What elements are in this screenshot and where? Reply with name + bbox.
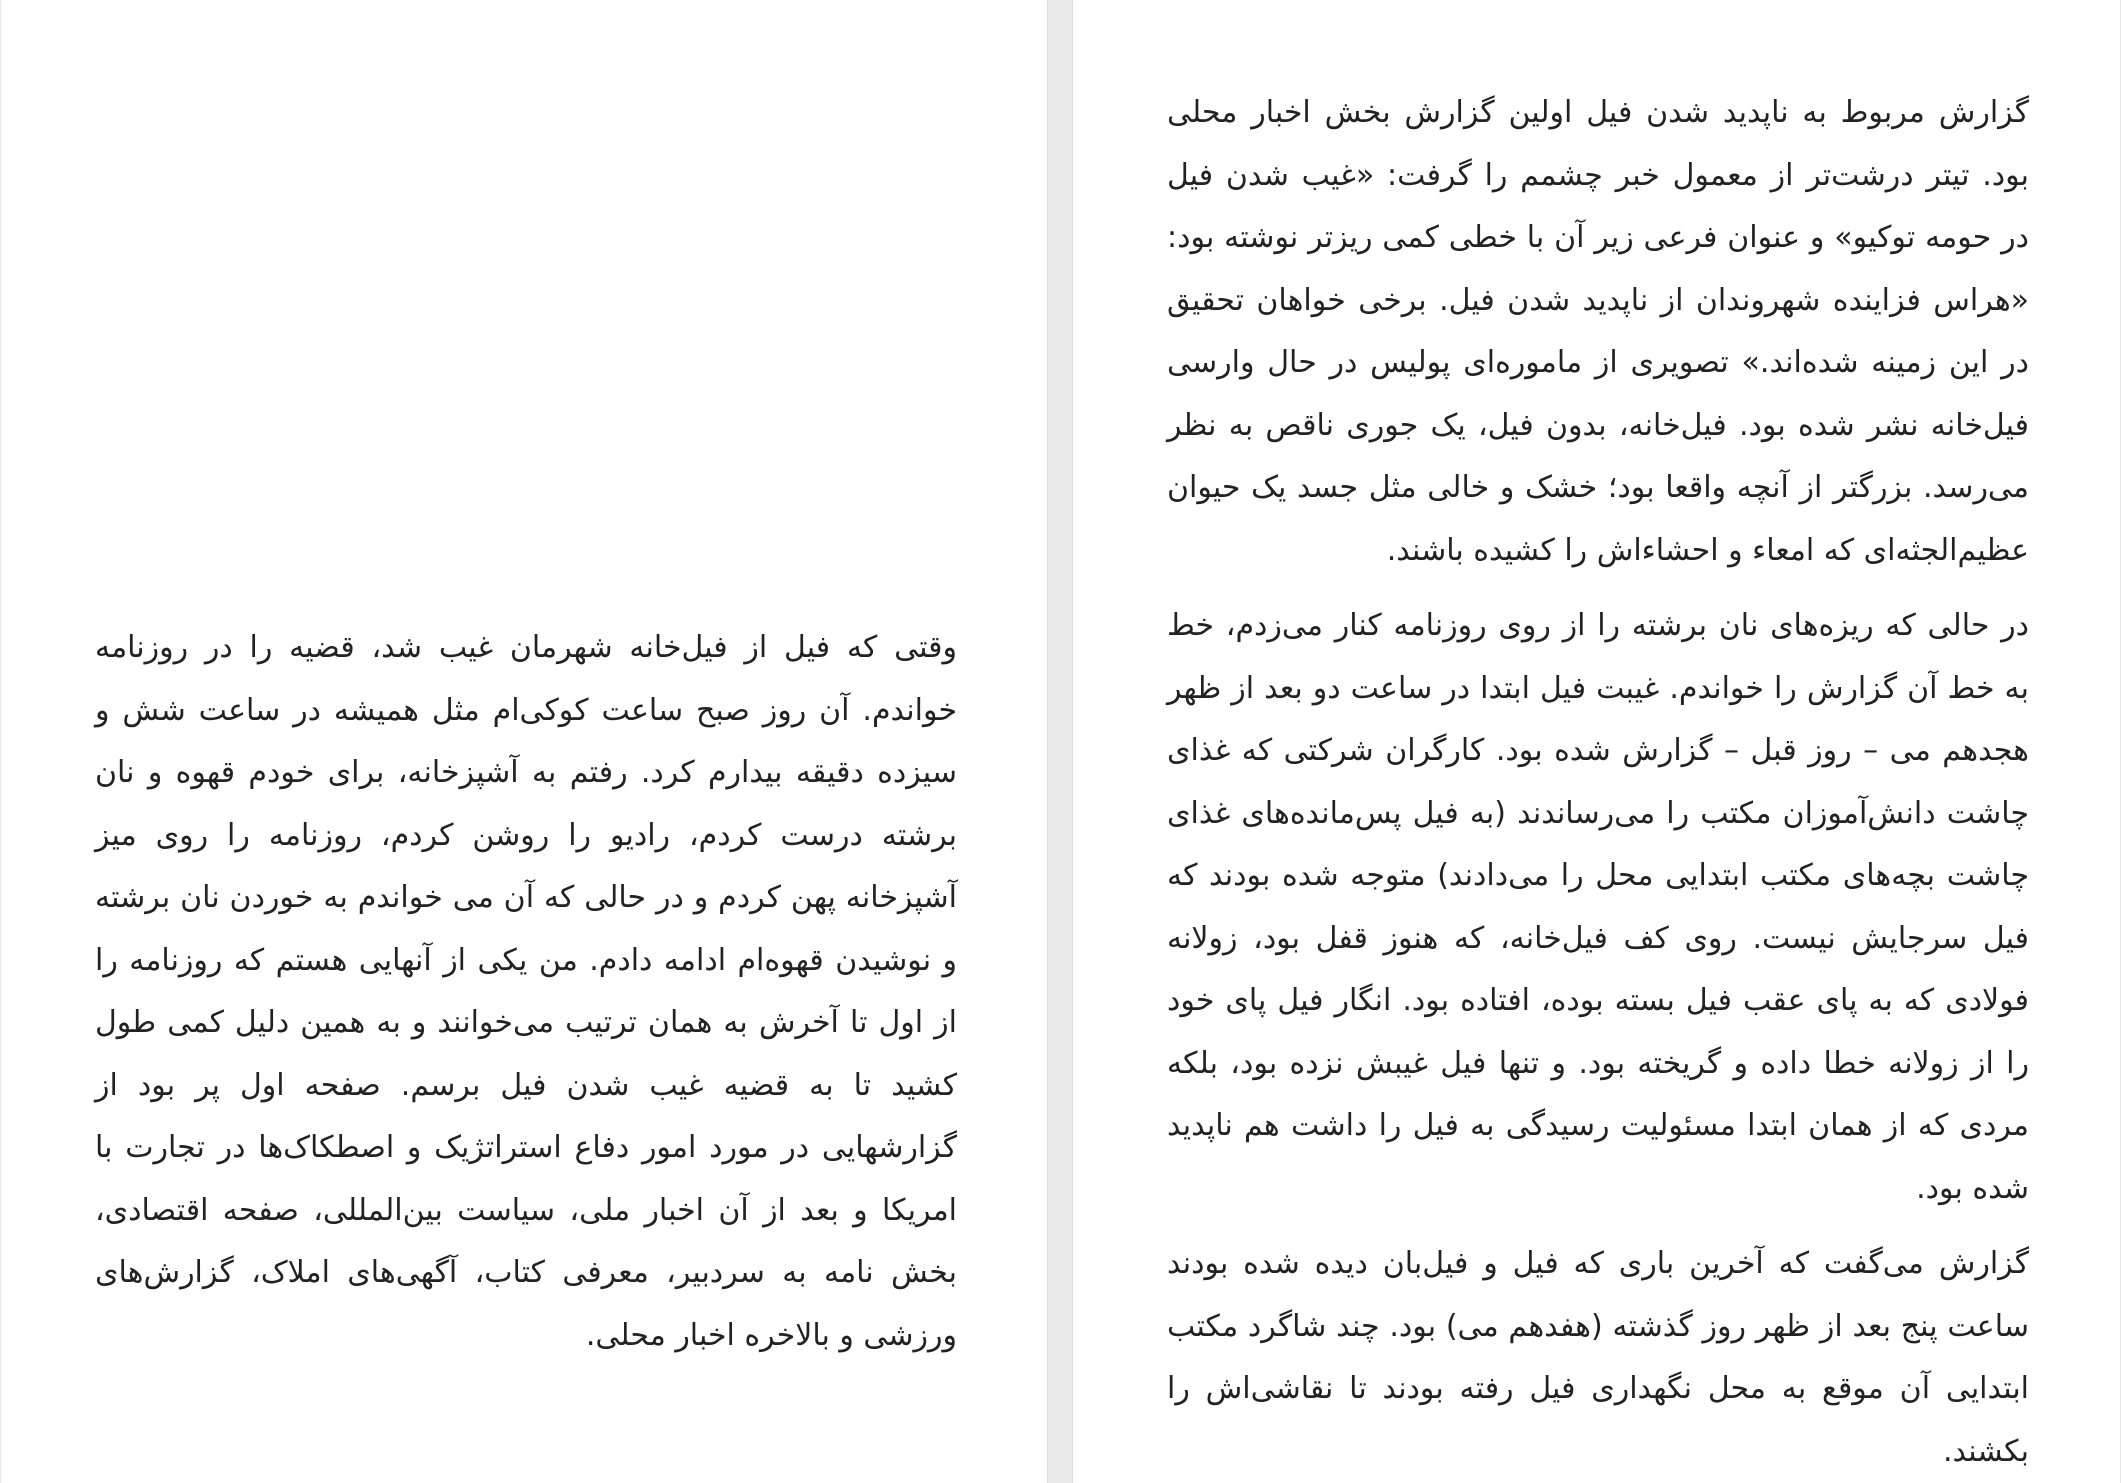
- left-page[interactable]: [0, 0, 1048, 1483]
- paragraph: گزارش می‌گفت که آخرین باری که فیل و فیل‌بان دیده شده بودند ساعت پنج بعد از ظهر روز گذشته (هفدهم می) بود. چند شاگرد مکتب ابتدایی آن موقع به محل نگهداری فیل رفته بودند تا نقاشی‌اش را بکشند.: [1167, 1246, 2029, 1469]
- paragraph: وقتی که فیل از فیل‌خانه شهرمان غیب شد، قضیه را در روزنامه خواندم. آن روز صبح ساعت کوکی‌ام مثل همیشه در ساعت شش و سیزده دقیقه بیدارم کرد. رفتم به آشپزخانه، برای خودم قهوه و نان برشته درست کردم، رادیو را روشن کردم، روزنامه را روی میز آشپزخانه پهن کردم و در حالی که آن می خواندم به خوردن نان برشته و نوشیدن قهوه‌ام ادامه دادم. من یکی از آنهایی هستم که روزنامه را از اول تا آخرش به همان ترتیب می‌خوانند و به همین دلیل کمی طول کشید تا به قضیه غیب شدن فیل برسم. صفحه اول پر بود از گزارشهایی در مورد امور دفاع استراتژیک و اصطکاک‌ها در تجارت با امریکا و بعد از آن اخبار ملی، سیاست بین‌المللی، صفحه اقتصادی، بخش نامه به سردبیر، معرفی کتاب، آگهی‌های املاک، گزارش‌های ورزشی و بالاخره اخبار محلی.: [95, 630, 957, 1353]
- right-page-text: [1167, 82, 2029, 1483]
- left-page-text: [95, 617, 957, 1380]
- right-page[interactable]: [1072, 0, 2121, 1483]
- paragraph: در حالی که ریزه‌های نان برشته را از روی روزنامه کنار می‌زدم، خط به خط آن گزارش را خواندم. غیبت فیل ابتدا در ساعت دو بعد از ظهر هجدهم می – روز قبل – گزارش شده بود. کارگران شرکتی که غذای چاشت دانش‌آموزان مکتب را می‌رساندند (به فیل پس‌مانده‌های غذای چاشت بچه‌های مکتب ابتدایی محل را می‌دادند) متوجه شده بودند که فیل سرجایش نیست. روی کف فیل‌خانه، که هنوز قفل بود، زولانه فولادی که به پای عقب فیل بسته بوده، افتاده بود. انگار فیل پای خود را از زولانه خطا داده و گریخته بود. و تنها فیل غیبش نزده بود، بلکه مردی که از همان ابتدا مسئولیت رسیدگی به فیل را داشت هم ناپدید شده بود.: [1167, 608, 2029, 1206]
- paragraph: گزارش مربوط به ناپدید شدن فیل اولین گزارش بخش اخبار محلی بود. تیتر درشت‌تر از معمول خبر چشمم را گرفت: «غیب شدن فیل در حومه توکیو» و عنوان فرعی زیر آن با خطی کمی ریزتر نوشته بود: «هراس فزاینده شهروندان از ناپدید شدن فیل. برخی خواهان تحقیق در این زمینه شده‌اند.» تصویری از ماموره‌ای پولیس در حال وارسی فیل‌خانه نشر شده بود. فیل‌خانه، بدون فیل، یک جوری ناقص به نظر می‌رسد. بزرگتر از آنچه واقعا بود؛ خشک و خالی مثل جسد یک حیوان عظیم‌الجثه‌ای که امعاء و احشاءاش را کشیده باشند.: [1167, 95, 2029, 568]
